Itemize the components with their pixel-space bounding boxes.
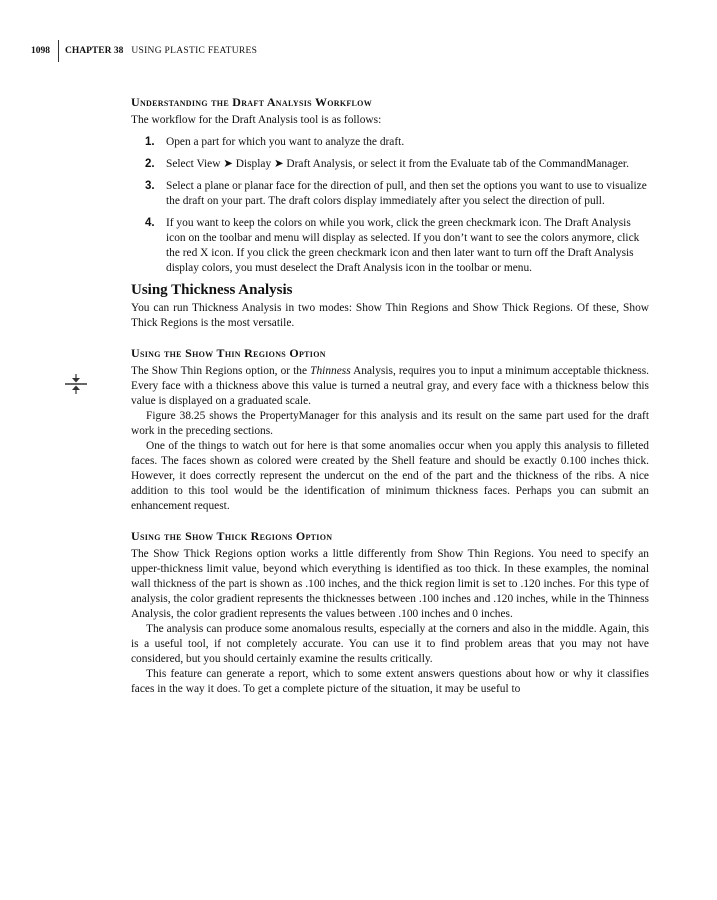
workflow-step: [131, 216, 649, 276]
step-number: 1.: [145, 136, 155, 148]
step-number: 2.: [145, 158, 155, 170]
thin-paragraph-2: Figure 38.25 shows the PropertyManager for this analysis and its result on the same part used for the draft work in the preceding sections.: [131, 410, 649, 437]
workflow-intro: The workflow for the Draft Analysis tool is as follows:: [131, 114, 382, 126]
chapter-label: CHAPTER 38: [65, 46, 124, 56]
thin-heading: Using the Show Thin Regions Option: [131, 346, 326, 360]
step-text: Select View ➤ Display ➤ Draft Analysis, or select it from the Evaluate tab of the CommandManager.: [166, 158, 629, 170]
workflow-heading: Understanding the Draft Analysis Workflow: [131, 95, 373, 109]
header-divider: [58, 40, 59, 62]
chapter-title: USING PLASTIC FEATURES: [131, 46, 258, 56]
step-number: 4.: [145, 217, 155, 229]
thickness-heading: Using Thickness Analysis: [131, 282, 293, 298]
workflow-step: [131, 135, 649, 150]
page-body: [131, 95, 649, 697]
step-text: If you want to keep the colors on while you work, click the green checkmark icon. The Draft Analysis icon on the toolbar and menu will display as selected. If you don’t want to see the colors anymore, click the red X icon. If you click the green checkmark icon and then later want to turn off the Draft Analysis display colors, you must deselect the Draft Analysis icon in the toolbar or menu.: [166, 217, 640, 274]
thick-paragraph-2: The analysis can produce some anomalous results, especially at the corners and also in the middle. Again, this is a useful tool, if not completely accurate. You can use it to find problem areas that you may not have considered, but you should certainly examine the results critically.: [131, 623, 649, 665]
workflow-step: [131, 179, 649, 209]
step-text: Open a part for which you want to analyze the draft.: [166, 136, 405, 148]
thin-paragraph-3: One of the things to watch out for here is that some anomalies occur when you apply this analysis to filleted faces. The faces shown as colored were created by the Shell feature and should be exactly 0.100 inches thick. However, it does correctly represent the undercut on the end of the part and the thickness of the ribs. A nice addition to this tool would be the identification of minimum thickness faces. Perhaps you can submit an enhancement request.: [131, 440, 649, 512]
thick-heading: Using the Show Thick Regions Option: [131, 529, 333, 543]
workflow-steps: [131, 135, 649, 276]
thickness-intro: You can run Thickness Analysis in two modes: Show Thin Regions and Show Thick Regions. Of these, Show Thick Regions is the most versatile.: [131, 302, 649, 329]
thick-paragraph-1: The Show Thick Regions option works a little differently from Show Thin Regions. You need to specify an upper-thickness limit value, beyond which everything is identified as too thick. In these examples, the nominal wall thickness of the part is shown as .100 inches, and the thick region limit is set to .120 inches. For this type of analysis, the color gradient represents the thicknesses between .100 inches and .120 inches, while in the Thinness Analysis, the color gradient represents the values between .100 inches and 0 inches.: [131, 548, 649, 620]
thinness-term: Thinness: [310, 365, 351, 377]
step-number: 3.: [145, 180, 155, 192]
running-header: [31, 40, 257, 62]
step-text: Select a plane or planar face for the direction of pull, and then set the options you want to use to visualize the draft on your part. The draft colors display immediately after you select the direction of pull.: [166, 180, 647, 207]
new-feature-icon: [63, 373, 89, 395]
page-number: 1098: [31, 46, 50, 56]
thin-paragraph-1: The Show Thin Regions option, or the Thinness Analysis, requires you to input a minimum acceptable thickness. Every face with a thickness above this value is turned a neutral gray, and every face with a thickness below this value is displayed on a graduated scale.: [131, 365, 649, 407]
thick-paragraph-3: This feature can generate a report, which to some extent answers questions about how or why it classifies faces in the way it does. To get a complete picture of the situation, it may be useful to: [131, 668, 649, 695]
workflow-step: [131, 157, 649, 172]
